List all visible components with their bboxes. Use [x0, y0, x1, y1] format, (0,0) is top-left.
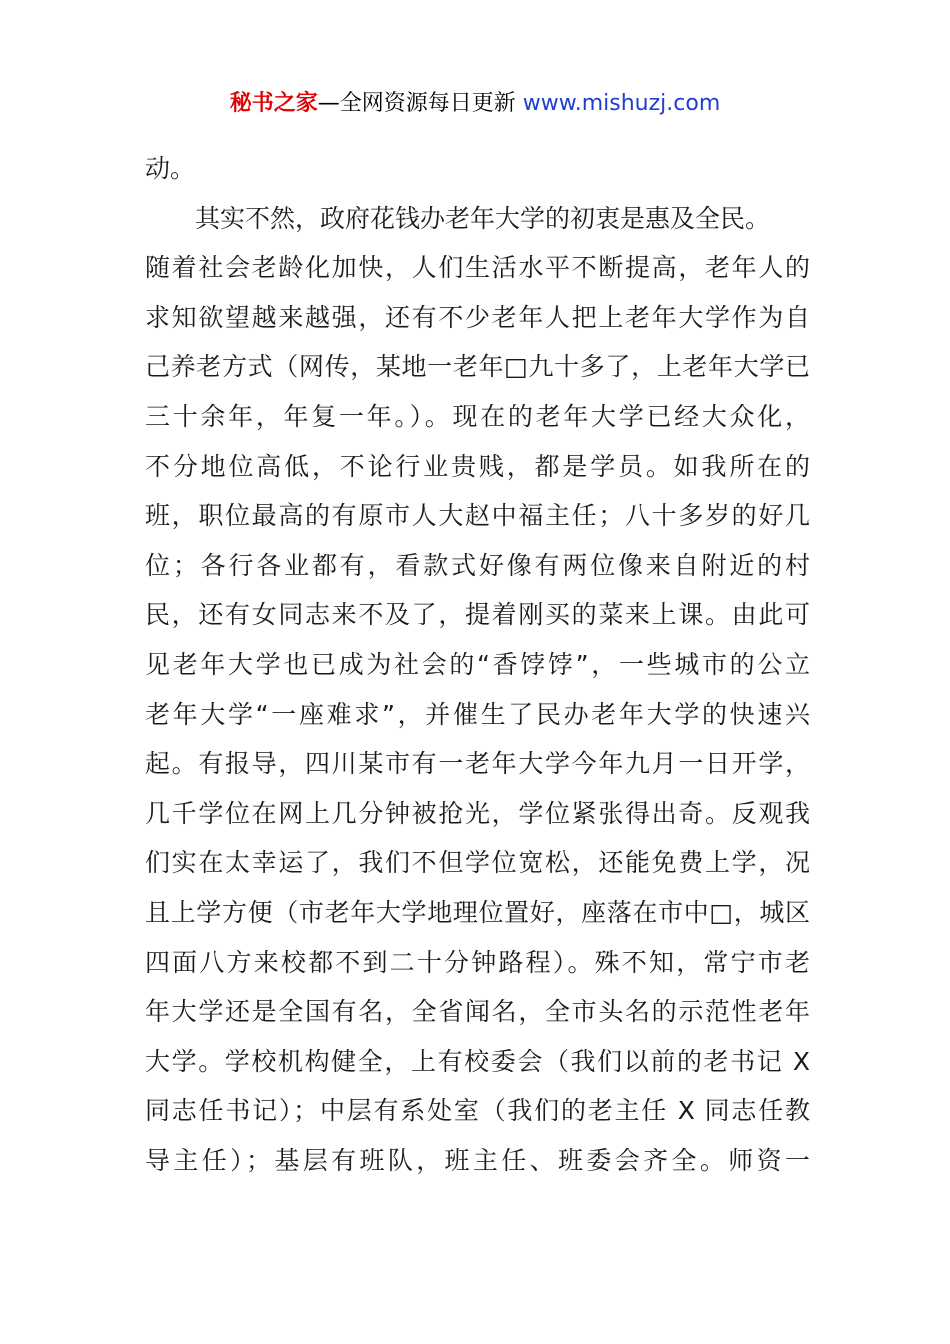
paragraph-line: 位；各行各业都有，看款式好像有两位像来自附近的村: [145, 550, 810, 580]
paragraph-line: 三十余年，年复一年。）。现在的老年大学已经大众化，: [145, 401, 810, 431]
paragraph-line: 己养老方式（网传，某地一老年□九十多了，上老年大学已: [145, 352, 810, 382]
paragraph-line: 四面八方来校都不到二十分钟路程）。殊不知，常宁市老: [145, 947, 810, 977]
paragraph-line: 其实不然，政府花钱办老年大学的初衷是惠及全民。: [195, 203, 771, 233]
paragraph-line: 班，职位最高的有原市人大赵中福主任；八十多岁的好几: [145, 501, 810, 531]
paragraph-line: 大学。学校机构健全，上有校委会（我们以前的老书记 X: [145, 1046, 810, 1076]
paragraph-line: 见老年大学也已成为社会的“香饽饽”，一些城市的公立: [145, 649, 810, 679]
paragraph-line: 不分地位高低，不论行业贵贱，都是学员。如我所在的: [145, 451, 810, 481]
paragraph-line: 动。: [145, 154, 196, 183]
paragraph-line: 们实在太幸运了，我们不但学位宽松，还能免费上学，况: [145, 848, 810, 878]
paragraph-line: 年大学还是全国有名，全省闻名，全市头名的示范性老年: [145, 997, 810, 1027]
paragraph-line: 起。有报导，四川某市有一老年大学今年九月一日开学，: [145, 749, 810, 779]
paragraph-line: 老年大学“一座难求”，并催生了民办老年大学的快速兴: [145, 699, 810, 729]
site-url-link[interactable]: www.mishuzj.com: [522, 91, 721, 116]
paragraph-line: 同志任书记）；中层有系处室（我们的老主任 X 同志任教: [145, 1096, 810, 1126]
paragraph-line: 且上学方便（市老年大学地理位置好，座落在市中□，城区: [145, 897, 810, 927]
page-header: [0, 86, 950, 122]
paragraph-line: 几千学位在网上几分钟被抢光，学位紧张得出奇。反观我: [145, 798, 810, 828]
paragraph-line: 导主任）；基层有班队，班主任、班委会齐全。师资一: [145, 1145, 810, 1175]
article-body: [145, 144, 810, 1185]
paragraph-line: 求知欲望越来越强，还有不少老年人把上老年大学作为自: [145, 302, 810, 332]
paragraph-line: 民，还有女同志来不及了，提着刚买的菜来上课。由此可: [145, 600, 810, 630]
paragraph-line: 随着社会老龄化加快，人们生活水平不断提高，老年人的: [145, 253, 810, 283]
header-slogan: —全网资源每日更新: [317, 91, 516, 116]
brand-name: 秘书之家: [229, 91, 318, 116]
